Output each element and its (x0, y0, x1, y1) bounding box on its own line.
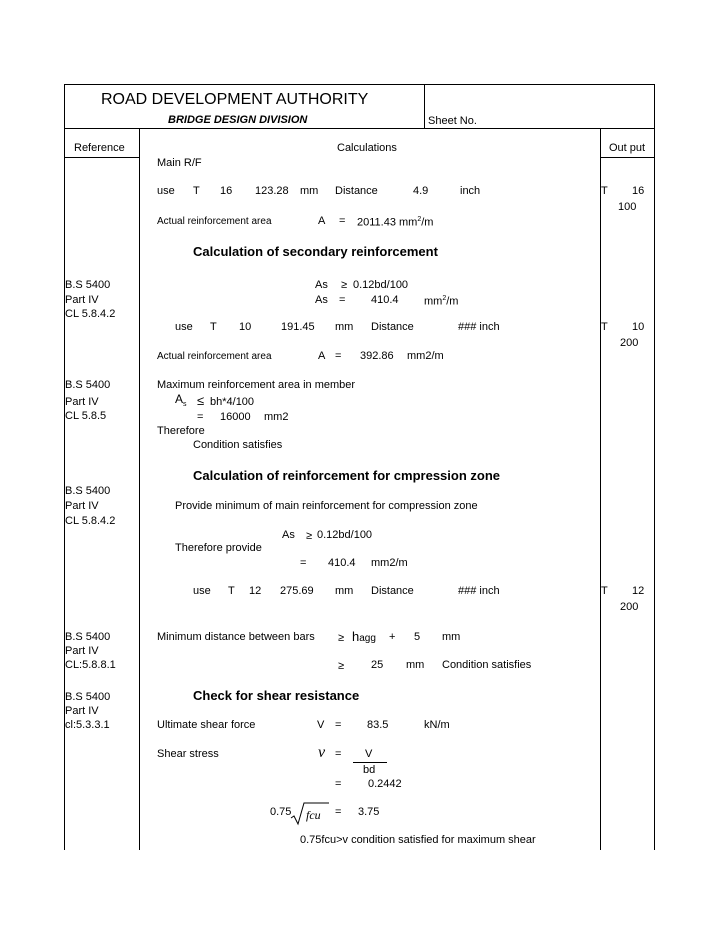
main-distance-value: 4.9 (413, 185, 429, 197)
compression-eq: = (300, 557, 307, 569)
calculations-header: Calculations (337, 142, 397, 154)
secondary-unit: mm (335, 321, 354, 333)
mindist-ge2: ≥ (338, 660, 345, 672)
maxarea-therefore: Therefore (157, 425, 205, 437)
shear-fraction-num: V (365, 748, 373, 760)
reference-header: Reference (74, 142, 125, 154)
maxarea-ref3: CL 5.8.5 (65, 410, 107, 422)
mindist-mm2: mm (406, 659, 425, 671)
main-actual-eq: = (339, 215, 346, 227)
shear-title: Check for shear resistance (193, 688, 360, 703)
main-actual-value (357, 216, 433, 229)
main-actual-sup: 2 (417, 216, 422, 223)
mindist-line1: Minimum distance between bars (157, 631, 315, 643)
shear-uf-unit: kN/m (424, 719, 450, 731)
secondary-ge: ≥ (341, 279, 348, 291)
shear-fcu-val: 3.75 (358, 806, 380, 818)
compression-distance-value: ### inch (458, 585, 500, 597)
division-title: BRIDGE DESIGN DIVISION (168, 114, 308, 126)
mindist-plus: + (389, 631, 396, 643)
secondary-actual-symbol: A (318, 350, 326, 362)
shear-stress-label: Shear stress (157, 748, 219, 760)
sheet-label: Sheet No. (428, 115, 477, 127)
maxarea-ref1: B.S 5400 (65, 379, 111, 391)
shear-uf-label: Ultimate shear force (157, 719, 256, 731)
secondary-distance-label: Distance (371, 321, 414, 333)
main-unit: mm (300, 185, 319, 197)
secondary-as2-val: 410.4 (371, 294, 399, 306)
header-top-border (64, 84, 655, 85)
maxarea-as (175, 393, 187, 408)
main-distance-label: Distance (335, 185, 378, 197)
maxarea-unit: mm2 (264, 411, 289, 423)
secondary-distance-value: ### inch (458, 321, 500, 333)
secondary-as2-eq: = (339, 294, 346, 306)
compression-out-bar: T (601, 585, 608, 597)
shear-stress-eq: = (335, 748, 342, 760)
secondary-ref2: Part IV (65, 294, 99, 306)
maxarea-line1: Maximum reinforcement area in member (157, 379, 356, 391)
secondary-actual-value: 392.86 (360, 350, 394, 362)
mindist-val2: 25 (371, 659, 384, 671)
secondary-title: Calculation of secondary reinforcement (193, 244, 438, 259)
compression-val: 410.4 (328, 557, 356, 569)
secondary-as1-expr: 0.12bd/100 (353, 279, 409, 291)
maxarea-expr: bh*4/100 (210, 396, 255, 408)
shear-ref3: cl:5.3.3.1 (65, 719, 110, 731)
main-actual-number: 2011.43 (357, 216, 396, 229)
mindist-agg: agg (359, 633, 376, 644)
compression-distance-label: Distance (371, 585, 414, 597)
mindist-h-letter: h (352, 629, 360, 644)
maxarea-ref2: Part IV (65, 396, 99, 408)
secondary-actual-label: Actual reinforcement area (157, 351, 272, 362)
mindist-ref2: Part IV (65, 645, 99, 657)
main-bar: T (193, 185, 200, 197)
secondary-use: use (175, 321, 193, 333)
secondary-as2-sup: 2 (442, 295, 447, 302)
main-rf-title: Main R/F (157, 157, 202, 169)
shear-conclusion: 0.75fcu>v condition satisfied for maximum shear (300, 834, 536, 846)
main-distance-unit: inch (460, 185, 481, 197)
compression-area: 275.69 (280, 585, 314, 597)
secondary-bar: T (210, 321, 217, 333)
compression-out-spacing: 200 (620, 601, 639, 613)
mindist-condition: Condition satisfies (442, 659, 532, 671)
main-use: use (157, 185, 175, 197)
mindist-h (352, 630, 376, 644)
compression-out-dia: 12 (632, 585, 645, 597)
mindist-ge: ≥ (338, 632, 345, 644)
secondary-ref1: B.S 5400 (65, 279, 111, 291)
mindist-ref1: B.S 5400 (65, 631, 111, 643)
shear-uf-val: 83.5 (367, 719, 389, 731)
compression-ge: ≥ (306, 530, 313, 542)
maxarea-a-sub: s (183, 401, 187, 409)
compression-therefore: Therefore provide (175, 542, 262, 554)
main-actual-unit: mm (399, 216, 418, 229)
main-area: 123.28 (255, 185, 289, 197)
compression-ref3: CL 5.8.4.2 (65, 515, 116, 527)
secondary-actual-eq: = (335, 350, 342, 362)
compression-mm: mm (335, 585, 354, 597)
maxarea-a: A (175, 392, 184, 406)
main-actual-label: Actual reinforcement area (157, 216, 272, 227)
maxarea-eq: = (197, 411, 204, 423)
shear-nu-symbol: ν (318, 744, 326, 761)
compression-use: use (193, 585, 211, 597)
secondary-as2: As (315, 294, 328, 306)
reference-column-divider (139, 128, 140, 850)
column-header-rule-output (600, 157, 655, 158)
secondary-as1: As (315, 279, 328, 291)
compression-unit: mm2/m (371, 557, 408, 569)
output-header: Out put (609, 142, 646, 154)
shear-fraction-bar (353, 762, 387, 763)
sheet-divider (424, 84, 425, 128)
main-out-spacing: 100 (618, 201, 637, 213)
secondary-actual-unit: mm2/m (407, 350, 444, 362)
compression-ref1: B.S 5400 (65, 485, 111, 497)
main-out-bar: T (601, 185, 608, 197)
output-column-divider (600, 128, 601, 850)
header-bottom-border (64, 128, 655, 129)
shear-fcu-eq: = (335, 806, 342, 818)
main-actual-symbol: A (318, 215, 326, 227)
main-out-dia: 16 (632, 185, 645, 197)
mindist-five: 5 (414, 631, 421, 643)
right-outer-border (654, 84, 655, 850)
left-outer-border (64, 84, 65, 850)
maxarea-val: 16000 (220, 411, 251, 423)
main-actual-tail: /m (421, 216, 434, 229)
maxarea-condition: Condition satisfies (193, 439, 283, 451)
secondary-as2-unit (424, 295, 458, 308)
shear-fraction-den: bd (363, 764, 376, 776)
shear-uf-eq: = (335, 719, 342, 731)
shear-coef: 0.75 (270, 806, 292, 818)
shear-v-symbol: V (317, 719, 325, 731)
secondary-area: 191.45 (281, 321, 315, 333)
secondary-out-spacing: 200 (620, 337, 639, 349)
secondary-as2-unit-text: mm (424, 295, 443, 308)
secondary-out-bar: T (601, 321, 608, 333)
secondary-dia: 10 (239, 321, 252, 333)
compression-line1: Provide minimum of main reinforcement for compression zone (175, 500, 478, 512)
secondary-as2-tail: /m (446, 295, 459, 308)
column-header-rule (64, 157, 140, 158)
secondary-out-dia: 10 (632, 321, 645, 333)
shear-fcu: fcu (306, 808, 321, 822)
shear-stress-eq2: = (335, 778, 342, 790)
compression-title: Calculation of reinforcement for cmpression zone (193, 468, 500, 483)
maxarea-le: ≤ (197, 393, 205, 408)
mindist-mm: mm (442, 631, 461, 643)
shear-stress-val: 0.2442 (368, 778, 402, 790)
compression-as: As (282, 529, 295, 541)
compression-ref2: Part IV (65, 500, 99, 512)
compression-as-expr: 0.12bd/100 (317, 529, 373, 541)
main-dia: 16 (220, 185, 233, 197)
shear-ref2: Part IV (65, 705, 99, 717)
org-title: ROAD DEVELOPMENT AUTHORITY (101, 91, 369, 108)
compression-bar: T (228, 585, 235, 597)
secondary-ref3: CL 5.8.4.2 (65, 308, 116, 320)
compression-dia: 12 (249, 585, 262, 597)
shear-ref1: B.S 5400 (65, 691, 111, 703)
mindist-ref3: CL:5.8.8.1 (65, 659, 116, 671)
